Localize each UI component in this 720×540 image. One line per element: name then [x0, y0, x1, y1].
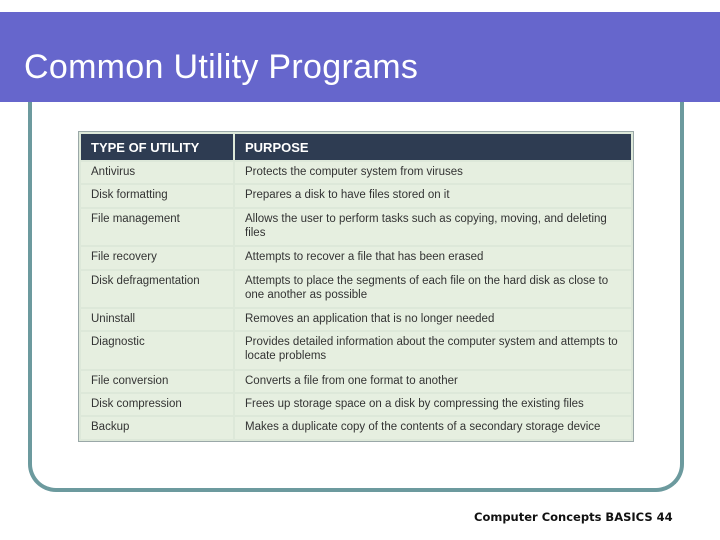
utility-purpose-cell: Makes a duplicate copy of the contents of a secondary storage device	[235, 417, 631, 439]
header-purpose: PURPOSE	[235, 134, 631, 160]
utility-type-cell: Uninstall	[81, 309, 233, 330]
table-row	[81, 417, 631, 439]
utility-type-cell: File recovery	[81, 247, 233, 268]
table-row	[81, 209, 631, 245]
table-row	[81, 271, 631, 307]
utility-purpose-cell: Converts a file from one format to another	[235, 371, 631, 392]
table-row	[81, 185, 631, 206]
slide-footer: Computer Concepts BASICS 44	[474, 510, 673, 524]
header-type-of-utility: TYPE OF UTILITY	[81, 134, 233, 160]
utility-purpose-cell: Allows the user to perform tasks such as copying, moving, and deleting files	[235, 209, 631, 245]
table-header-row	[81, 134, 631, 160]
utility-type-cell: Diagnostic	[81, 332, 233, 368]
utility-type-cell: Antivirus	[81, 162, 233, 183]
utility-type-cell: Disk defragmentation	[81, 271, 233, 307]
utility-purpose-cell: Removes an application that is no longer needed	[235, 309, 631, 330]
table-row	[81, 247, 631, 268]
table-row	[81, 371, 631, 392]
utility-type-cell: File management	[81, 209, 233, 245]
utility-type-cell: File conversion	[81, 371, 233, 392]
utility-purpose-cell: Provides detailed information about the computer system and attempts to locate problems	[235, 332, 631, 368]
utility-purpose-cell: Attempts to recover a file that has been erased	[235, 247, 631, 268]
title-bar-notch	[692, 12, 720, 102]
table-row	[81, 394, 631, 415]
utility-purpose-cell: Prepares a disk to have files stored on it	[235, 185, 631, 206]
utility-type-cell: Backup	[81, 417, 233, 439]
utility-type-cell: Disk compression	[81, 394, 233, 415]
utility-purpose-cell: Frees up storage space on a disk by compressing the existing files	[235, 394, 631, 415]
table-row	[81, 309, 631, 330]
table-row	[81, 162, 631, 183]
slide-title: Common Utility Programs	[24, 48, 419, 86]
title-bar	[0, 12, 720, 102]
utility-purpose-cell: Protects the computer system from viruses	[235, 162, 631, 183]
table-row	[81, 332, 631, 368]
utility-type-cell: Disk formatting	[81, 185, 233, 206]
utility-table	[78, 131, 634, 442]
utility-purpose-cell: Attempts to place the segments of each file on the hard disk as close to one another as possible	[235, 271, 631, 307]
